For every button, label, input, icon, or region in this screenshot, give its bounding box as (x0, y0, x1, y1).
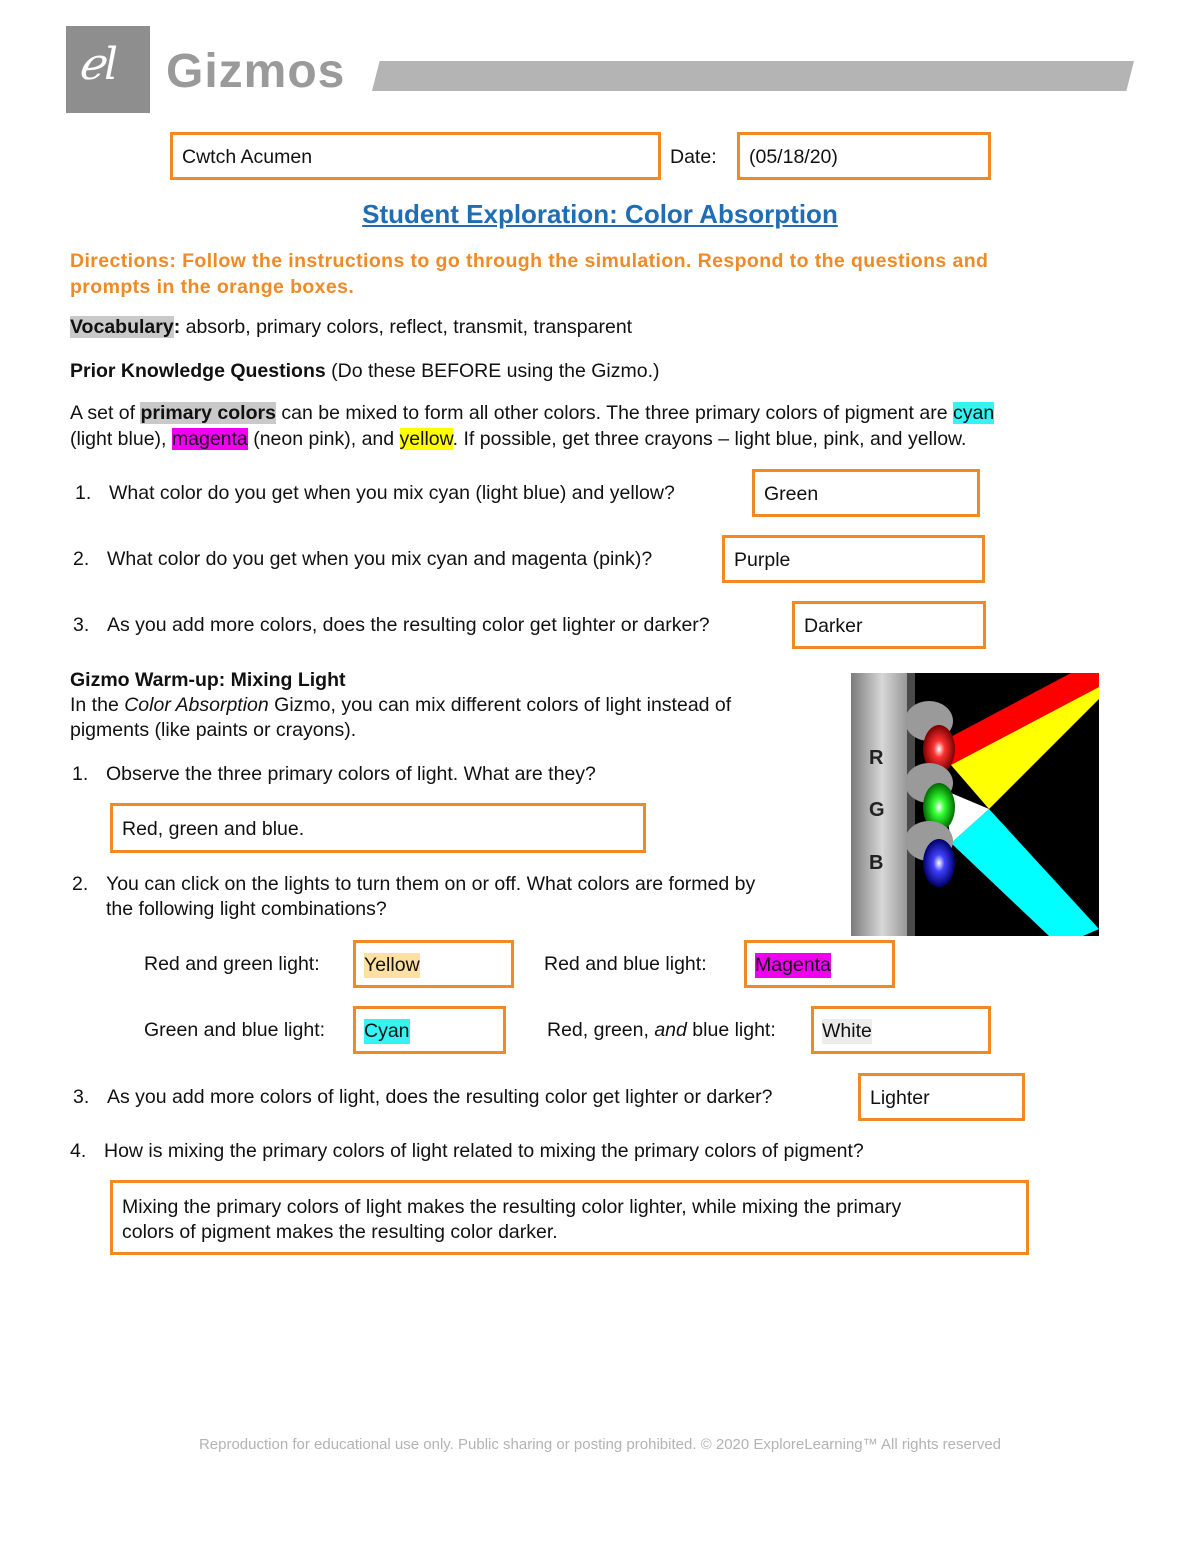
question-number: 2. (72, 873, 89, 895)
prior-question-2 (73, 547, 652, 572)
warmup-question-2-line2: the following light combinations? (106, 898, 387, 920)
directions-text: Directions: Follow the instructions to go through the simulation. Respond to the questions and prompts in the orange boxes. (70, 250, 989, 298)
answer-text: Green (764, 483, 819, 505)
warmup-question-3 (73, 1085, 773, 1110)
answer-box-warmup-4[interactable] (110, 1180, 1029, 1255)
red-green-label: Red and green light: (144, 953, 320, 975)
answer-text: Darker (804, 615, 863, 637)
answer-text: Yellow (364, 954, 420, 976)
question-text: As you add more colors of light, does the resulting color get lighter or darker? (107, 1086, 773, 1108)
question-text: What color do you get when you mix cyan (light blue) and yellow? (109, 482, 675, 504)
vocabulary-line (70, 315, 632, 340)
rgb-light-graphic (851, 673, 1099, 936)
label-italic: and (654, 1019, 687, 1041)
intro-text: (light blue), (70, 428, 172, 450)
question-text: You can click on the lights to turn them on or off. What colors are formed by (106, 873, 756, 895)
vocabulary-colon: : (173, 316, 181, 338)
answer-box-prior-1[interactable] (752, 469, 980, 517)
question-text: Observe the three primary colors of light. What are they? (106, 763, 596, 785)
label-r: R (869, 747, 884, 769)
page-title: Student Exploration: Color Absorption (362, 199, 838, 229)
warmup-intro-line2: pigments (like paints or crayons). (70, 719, 357, 741)
answer-box-green-blue[interactable] (353, 1006, 506, 1054)
question-text: As you add more colors, does the resulting color get lighter or darker? (107, 614, 710, 636)
question-number: 3. (73, 1086, 90, 1108)
question-number: 1. (72, 763, 89, 785)
answer-box-warmup-1[interactable] (110, 803, 646, 853)
answer-text: Cyan (364, 1020, 410, 1042)
warmup-intro-text: Gizmo, you can mix different colors of light instead of (268, 694, 732, 716)
gizmos-logo-word: Gizmos (166, 45, 346, 98)
intro-text: . If possible, get three crayons – light blue, pink, and yellow. (452, 428, 967, 450)
gizmos-logo-mark (66, 26, 150, 113)
answer-box-red-green-blue[interactable] (811, 1006, 991, 1054)
red-green-blue-label (547, 1018, 776, 1043)
name-field[interactable] (170, 132, 661, 180)
answer-text: Lighter (870, 1087, 930, 1109)
primary-colors-term: primary colors (140, 402, 276, 424)
label-text: Red, green, (547, 1019, 655, 1041)
answer-text: Magenta (755, 954, 831, 976)
copyright-footer: Reproduction for educational use only. Public sharing or posting prohibited. © 2020 ExploreLearning™ All rights reserved (198, 1436, 1002, 1453)
prior-heading-text: Prior Knowledge Questions (70, 360, 326, 382)
prior-question-1 (75, 481, 675, 506)
question-text: How is mixing the primary colors of light related to mixing the primary colors of pigment? (104, 1140, 864, 1162)
question-number: 1. (75, 482, 92, 504)
warmup-heading: Gizmo Warm-up: Mixing Light (70, 669, 346, 691)
gizmo-name: Color Absorption (124, 694, 269, 716)
prior-question-3 (73, 613, 710, 638)
vocabulary-terms: absorb, primary colors, reflect, transmit, transparent (180, 316, 633, 338)
prior-intro-line1 (70, 401, 994, 426)
date-value: (05/18/20) (749, 146, 838, 168)
label-b: B (869, 852, 884, 874)
question-number: 4. (70, 1140, 87, 1162)
answer-box-red-green[interactable] (353, 940, 514, 988)
warmup-question-2 (72, 872, 755, 897)
yellow-term: yellow (399, 428, 453, 450)
answer-line-1: Mixing the primary colors of light makes the resulting color lighter, while mixing the primary (122, 1196, 902, 1218)
label-g: G (869, 799, 885, 821)
intro-text: (neon pink), and (247, 428, 400, 450)
warmup-question-4 (70, 1139, 864, 1164)
answer-text: Red, green and blue. (122, 818, 305, 840)
label-text: blue light: (686, 1019, 776, 1041)
warmup-intro-text: In the (70, 694, 125, 716)
answer-box-prior-2[interactable] (722, 535, 985, 583)
warmup-intro-line1 (70, 693, 731, 718)
intro-text: A set of (70, 402, 141, 424)
date-field[interactable] (737, 132, 991, 180)
answer-box-warmup-3[interactable] (858, 1073, 1025, 1121)
question-text: What color do you get when you mix cyan and magenta (pink)? (107, 548, 653, 570)
vocabulary-label: Vocabulary (70, 316, 174, 338)
answer-box-red-blue[interactable] (744, 940, 895, 988)
intro-text: can be mixed to form all other colors. The three primary colors of pigment are (275, 402, 953, 424)
red-blue-label: Red and blue light: (544, 953, 707, 975)
green-blue-label: Green and blue light: (144, 1019, 326, 1041)
answer-box-prior-3[interactable] (792, 601, 986, 649)
prior-heading-note: (Do these BEFORE using the Gizmo.) (325, 360, 660, 382)
header-decorative-bar (372, 61, 1134, 91)
answer-text: Purple (734, 549, 791, 571)
prior-intro-line2 (70, 427, 966, 452)
answer-line-2: colors of pigment makes the resulting color darker. (122, 1221, 558, 1243)
warmup-question-1 (72, 762, 596, 787)
date-label: Date: (670, 146, 717, 168)
question-number: 2. (73, 548, 90, 570)
prior-knowledge-heading (70, 359, 660, 384)
answer-text: White (822, 1020, 872, 1042)
magenta-term: magenta (171, 428, 248, 450)
cyan-term: cyan (952, 402, 995, 424)
blue-bulb (923, 839, 955, 887)
question-number: 3. (73, 614, 90, 636)
name-value: Cwtch Acumen (182, 146, 313, 168)
el-logo-glyph: ℯl (78, 39, 119, 90)
